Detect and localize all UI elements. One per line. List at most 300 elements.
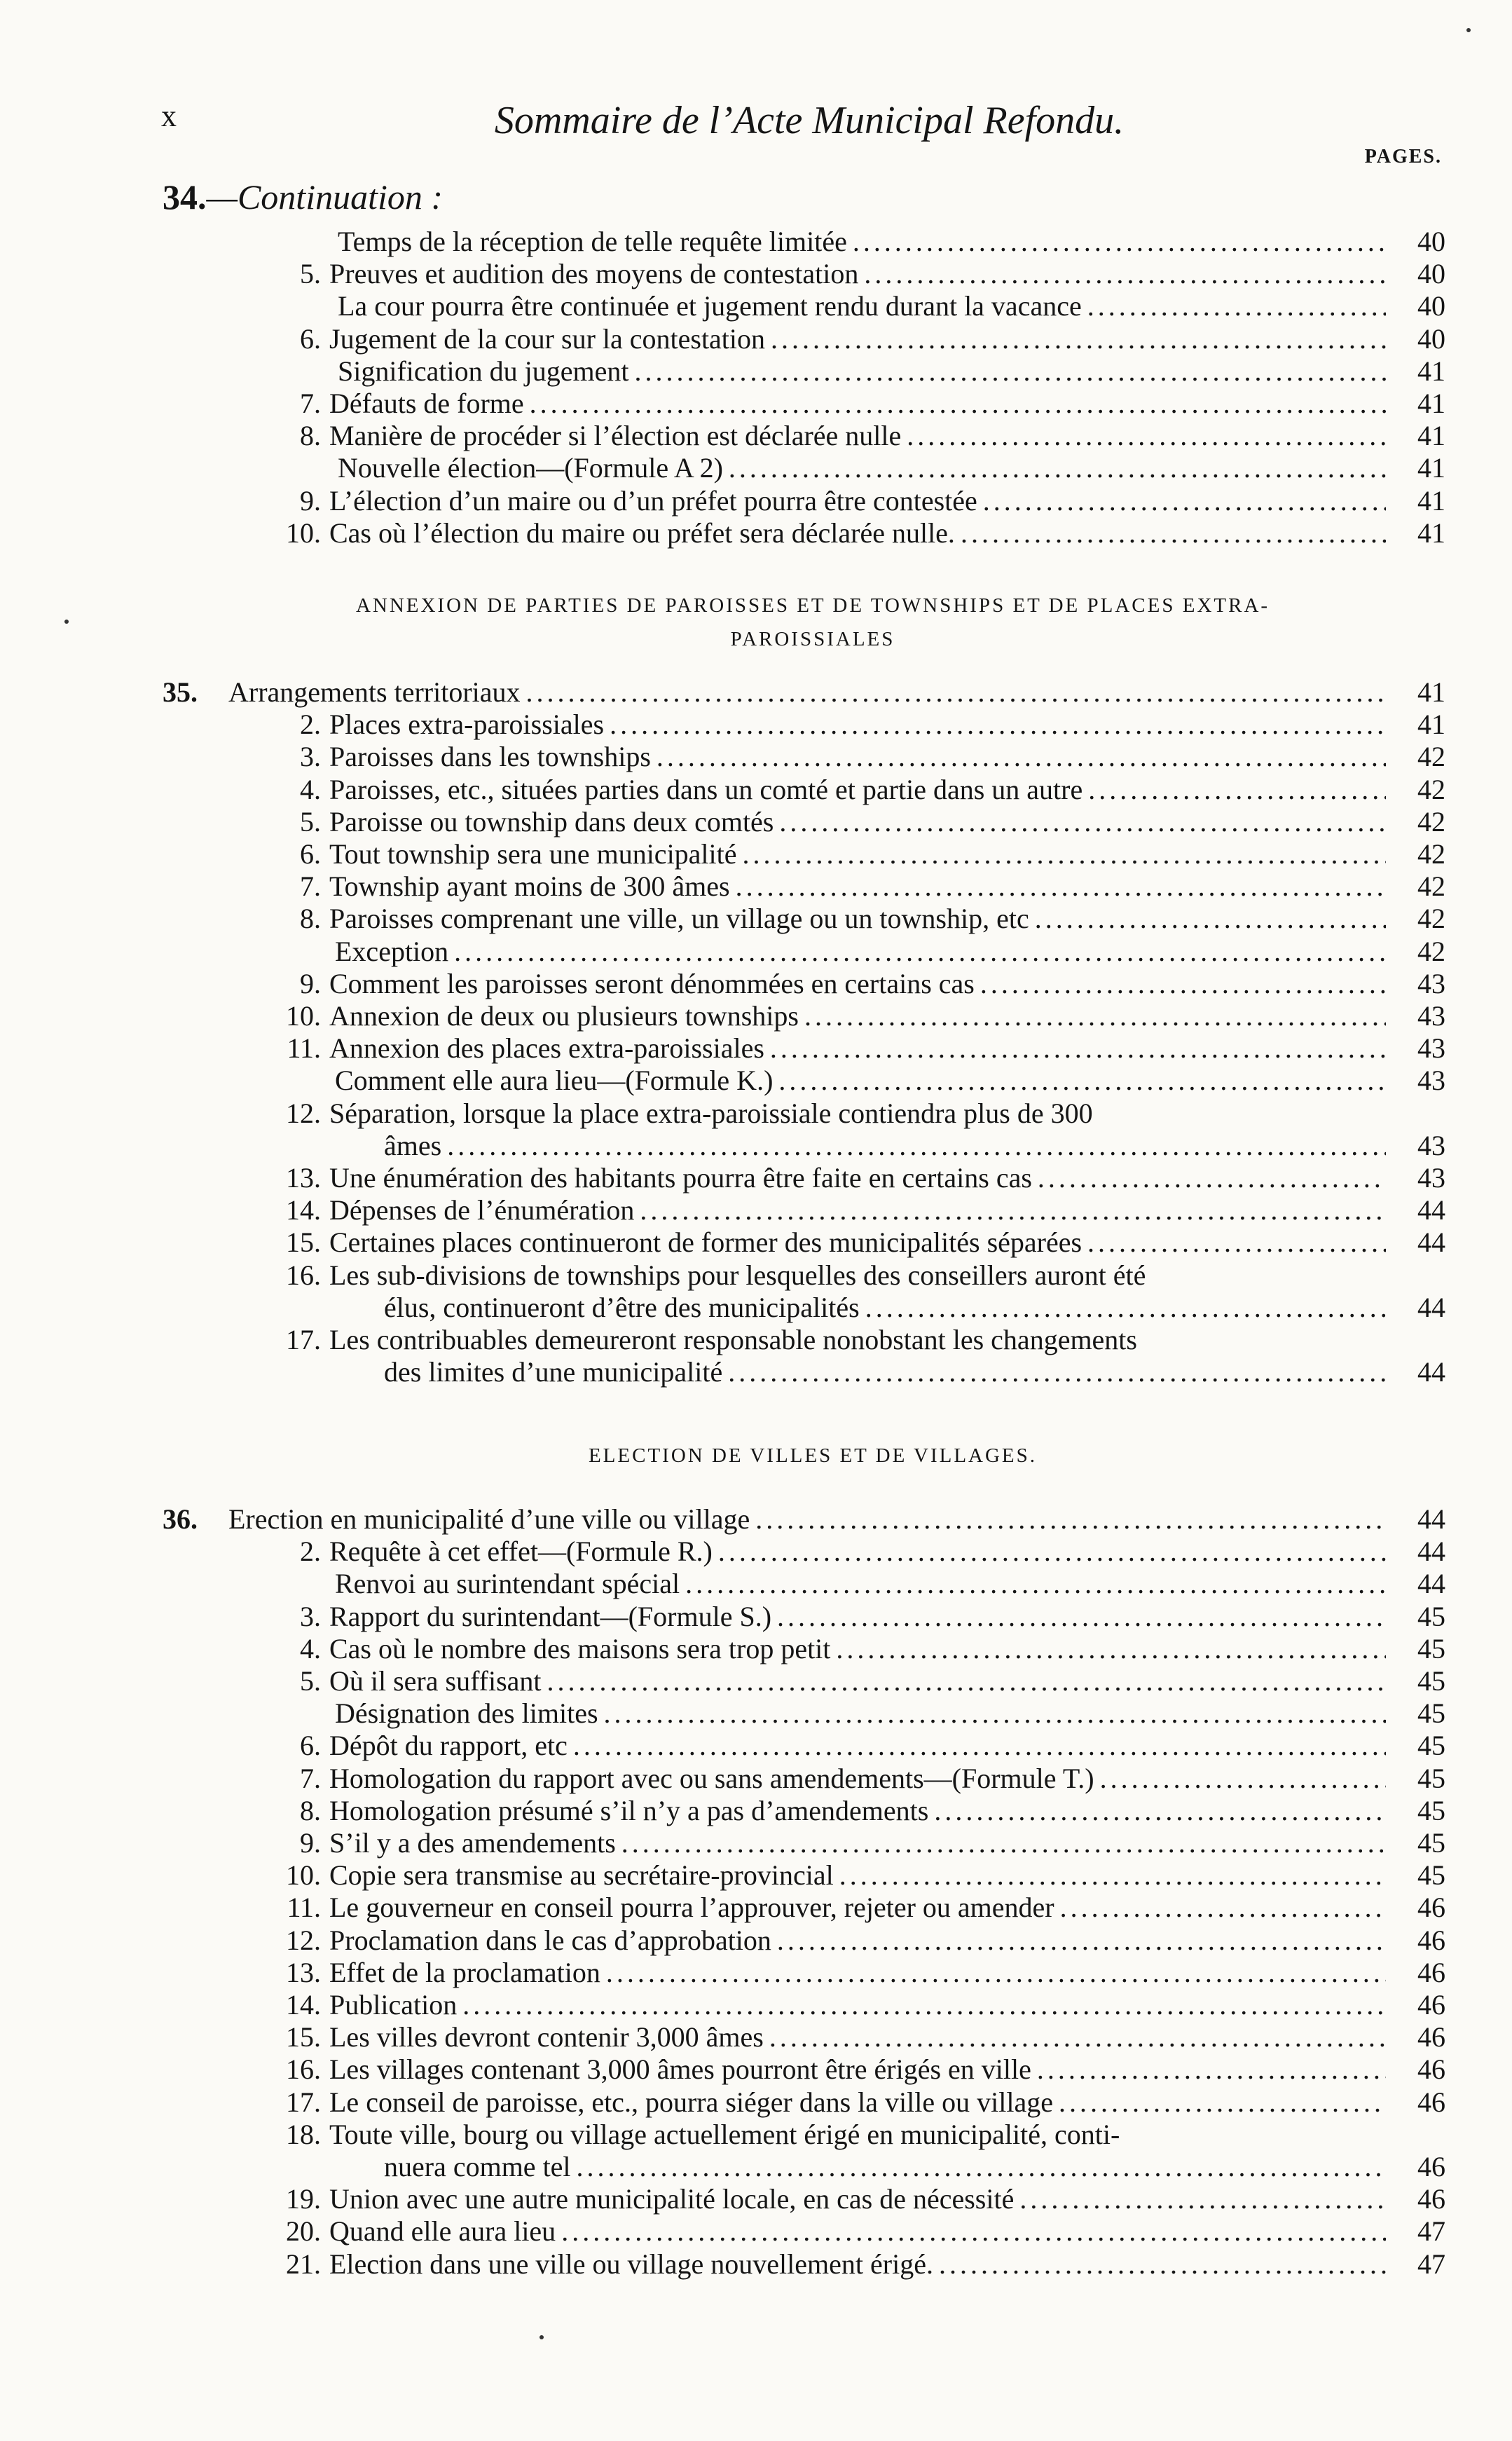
page-ref: 45 xyxy=(1417,1730,1445,1762)
toc-entry xyxy=(0,1827,1512,1859)
page-ref: 47 xyxy=(1417,2215,1445,2248)
page-ref: 41 xyxy=(1417,355,1445,387)
entry-text xyxy=(329,741,1386,773)
toc-entry xyxy=(0,1730,1512,1762)
entry-number: 12. xyxy=(286,1924,321,1956)
toc-entry xyxy=(0,1665,1512,1697)
page-ref: 40 xyxy=(1417,290,1445,322)
entry-number: 19. xyxy=(286,2183,321,2215)
entry-text xyxy=(329,1665,1386,1697)
toc-entry xyxy=(0,2248,1512,2281)
entry-title: Manière de procéder si l’élection est déclarée nulle xyxy=(329,420,902,452)
entry-number: 16. xyxy=(286,1259,321,1291)
heading-annexion-line1: ANNEXION DE PARTIES DE PAROISSES ET DE TOWNSHIPS ET DE PLACES EXTRA- xyxy=(355,594,1270,617)
section-number: 35. xyxy=(163,676,198,708)
page-ref: 42 xyxy=(1417,935,1445,967)
page-ref: 46 xyxy=(1417,2086,1445,2118)
entry-text xyxy=(329,2215,1386,2248)
dot-leader xyxy=(454,936,1386,968)
toc-entry xyxy=(0,2183,1512,2215)
entry-number: 9. xyxy=(300,484,321,517)
page-ref: 43 xyxy=(1417,1065,1445,1097)
entry-number: 6. xyxy=(300,1730,321,1762)
entry-title: Les contribuables demeureront responsable nonobstant les changements xyxy=(329,1324,1137,1355)
dot-leader xyxy=(1035,903,1386,935)
toc-entry xyxy=(0,806,1512,838)
toc-entry xyxy=(0,355,1512,388)
toc-entry xyxy=(0,2119,1512,2151)
dot-leader xyxy=(755,1503,1386,1536)
section-34-title xyxy=(163,177,443,217)
entry-title: Séparation, lorsque la place extra-paroissiale contiendra plus de 300 xyxy=(329,1097,1093,1129)
entry-title: Rapport du surintendant—(Formule S.) xyxy=(329,1600,772,1632)
entry-title: S’il y a des amendements xyxy=(329,1827,616,1859)
dot-leader xyxy=(1037,2053,1386,2086)
entry-text xyxy=(329,1730,1386,1762)
dot-leader xyxy=(604,1697,1386,1730)
entry-title: Le conseil de paroisse, etc., pourra siéger dans la ville ou village xyxy=(329,2086,1053,2118)
entry-title: Copie sera transmise au secrétaire-provincial xyxy=(329,1859,834,1892)
section-34-continuation: —Continuation : xyxy=(206,177,444,217)
ink-speck xyxy=(1466,28,1471,32)
page-ref: 40 xyxy=(1417,258,1445,290)
toc-entry xyxy=(0,452,1512,484)
entry-number: 13. xyxy=(286,1956,321,1988)
entry-title: Dépôt du rapport, etc xyxy=(329,1730,568,1762)
toc-entry xyxy=(0,1065,1512,1097)
toc-entry xyxy=(0,323,1512,355)
entry-text xyxy=(329,1000,1386,1032)
entry-text xyxy=(329,1827,1386,1859)
page-ref: 42 xyxy=(1417,838,1445,870)
toc-entry xyxy=(0,1924,1512,1957)
entry-title: Les sub-divisions de townships pour lesquelles des conseillers auront été xyxy=(329,1259,1146,1291)
toc-entry xyxy=(0,709,1512,741)
entry-number: 5. xyxy=(300,805,321,837)
dot-leader xyxy=(769,2021,1386,2053)
page-ref: 41 xyxy=(1417,452,1445,484)
toc-entry xyxy=(0,388,1512,420)
entry-text xyxy=(329,870,1386,903)
entry-text xyxy=(329,258,1386,290)
entry-number: 8. xyxy=(300,1794,321,1826)
heading-annexion-line2: PAROISSIALES xyxy=(730,628,895,650)
entry-title: Annexion des places extra-paroissiales xyxy=(329,1032,764,1065)
pages-column-label: PAGES. xyxy=(1364,146,1442,167)
entry-title: Signification du jugement xyxy=(338,355,629,387)
entry-title: Quand elle aura lieu xyxy=(329,2215,556,2248)
entry-title: Comment les paroisses seront dénommées en certains cas xyxy=(329,967,975,999)
page-ref: 44 xyxy=(1417,1536,1445,1568)
entry-number: 5. xyxy=(300,1665,321,1697)
entry-text xyxy=(329,968,1386,1000)
entry-number: 15. xyxy=(286,1226,321,1259)
dot-leader xyxy=(573,1730,1386,1762)
entry-title: Union avec une autre municipalité locale, en cas de nécessité xyxy=(329,2183,1015,2215)
entry-number: 15. xyxy=(286,2021,321,2053)
dot-leader xyxy=(640,1194,1386,1226)
entry-number: 12. xyxy=(286,1097,321,1129)
entry-number: 14. xyxy=(286,1989,321,2021)
entry-title: Les villes devront contenir 3,000 âmes xyxy=(329,2021,764,2053)
running-head xyxy=(161,98,1457,147)
toc-entry xyxy=(0,1697,1512,1730)
dot-leader xyxy=(939,2248,1386,2281)
entry-text xyxy=(384,1130,1386,1162)
dot-leader xyxy=(864,258,1386,290)
page-ref: 42 xyxy=(1417,741,1445,773)
page-ref: 41 xyxy=(1417,676,1445,708)
toc-entry xyxy=(0,1633,1512,1665)
entry-title: L’élection d’un maire ou d’un préfet pourra être contestée xyxy=(329,484,977,517)
page-ref: 46 xyxy=(1417,1956,1445,1988)
dot-leader xyxy=(462,1989,1386,2021)
entry-number: 2. xyxy=(300,1536,321,1568)
entry-text xyxy=(338,355,1386,388)
entry-text xyxy=(335,1065,1386,1097)
entry-number: 10. xyxy=(286,1000,321,1032)
entry-text xyxy=(329,806,1386,838)
entry-title: Une énumération des habitants pourra être faite en certains cas xyxy=(329,1162,1032,1194)
entry-number: 14. xyxy=(286,1194,321,1226)
page-ref: 41 xyxy=(1417,517,1445,549)
entry-text xyxy=(329,1763,1386,1795)
entry-number: 3. xyxy=(300,741,321,773)
entry-number: 10. xyxy=(286,1859,321,1892)
toc-entry xyxy=(0,2215,1512,2248)
entry-title: Où il sera suffisant xyxy=(329,1665,542,1697)
dot-leader xyxy=(729,452,1386,484)
page-ref: 43 xyxy=(1417,1162,1445,1194)
entry-title: Homologation présumé s’il n’y a pas d’amendements xyxy=(329,1794,929,1826)
entry-text xyxy=(335,936,1386,968)
toc-entry xyxy=(0,1568,1512,1600)
toc-entry xyxy=(0,968,1512,1000)
dot-leader xyxy=(621,1827,1386,1859)
dot-leader xyxy=(934,1795,1386,1827)
entry-title: Places extra-paroissiales xyxy=(329,709,605,741)
toc-entry xyxy=(0,1957,1512,1989)
page-ref: 41 xyxy=(1417,484,1445,517)
toc-entry xyxy=(0,1032,1512,1065)
dot-leader xyxy=(718,1536,1386,1568)
dot-leader xyxy=(778,1065,1386,1097)
entry-title: Effet de la proclamation xyxy=(329,1956,600,1988)
entry-text xyxy=(329,388,1386,420)
page-ref: 45 xyxy=(1417,1632,1445,1664)
toc-entry xyxy=(0,226,1512,258)
dot-leader xyxy=(610,709,1386,741)
ink-speck xyxy=(539,2335,544,2339)
entry-number: 17. xyxy=(286,1324,321,1355)
entry-number: 2. xyxy=(300,709,321,741)
entry-text xyxy=(384,1292,1386,1324)
toc-entry xyxy=(0,1892,1512,1924)
entry-title: Tout township sera une municipalité xyxy=(329,838,737,870)
toc-entry xyxy=(0,838,1512,870)
entry-text xyxy=(329,2021,1386,2053)
entry-title: Exception xyxy=(335,935,449,967)
dot-leader xyxy=(728,1356,1386,1388)
toc-entry xyxy=(0,774,1512,806)
page-ref: 43 xyxy=(1417,967,1445,999)
page-ref: 44 xyxy=(1417,1356,1445,1388)
entry-title: Dépenses de l’énumération xyxy=(329,1194,635,1226)
page-ref: 46 xyxy=(1417,1989,1445,2021)
entry-text xyxy=(329,1924,1386,1957)
toc-entry xyxy=(0,1503,1512,1536)
entry-text xyxy=(384,2151,1386,2183)
page-ref: 45 xyxy=(1417,1827,1445,1859)
entry-title: Homologation du rapport avec ou sans amendements—(Formule T.) xyxy=(329,1762,1094,1794)
entry-text xyxy=(329,485,1386,517)
toc-entry xyxy=(0,1292,1512,1324)
entry-title: Cas où l’élection du maire ou préfet sera déclarée nulle. xyxy=(329,517,955,549)
entry-title: nuera comme tel xyxy=(384,2151,571,2182)
entry-title: Désignation des limites xyxy=(335,1697,598,1730)
section-number: 36. xyxy=(163,1503,198,1535)
dot-leader xyxy=(561,2215,1386,2248)
toc-entry xyxy=(0,936,1512,968)
dot-leader xyxy=(530,388,1386,420)
entry-title: Publication xyxy=(329,1989,458,2021)
dot-leader xyxy=(1088,774,1386,806)
ink-speck xyxy=(64,620,69,624)
toc-entry xyxy=(0,870,1512,903)
entry-title: Paroisses, etc., situées parties dans un comté et partie dans un autre xyxy=(329,773,1083,805)
entry-title: Township ayant moins de 300 âmes xyxy=(329,870,730,903)
entry-text xyxy=(329,1601,1386,1633)
toc-entry xyxy=(0,1324,1512,1356)
dot-leader xyxy=(1059,2086,1386,2119)
toc-entry xyxy=(0,903,1512,935)
entry-title: Paroisses dans les townships xyxy=(329,741,651,773)
entry-number: 6. xyxy=(300,322,321,355)
dot-leader xyxy=(779,806,1386,838)
entry-number: 7. xyxy=(300,1762,321,1794)
entry-title: Renvoi au surintendant spécial xyxy=(335,1568,680,1600)
dot-leader xyxy=(907,420,1386,452)
entry-text xyxy=(329,323,1386,355)
toc-entry xyxy=(0,1601,1512,1633)
entry-text xyxy=(329,2183,1386,2215)
entry-number: 13. xyxy=(286,1162,321,1194)
dot-leader xyxy=(983,485,1386,517)
page-ref: 45 xyxy=(1417,1762,1445,1794)
entry-text xyxy=(329,709,1386,741)
heading-election: ELECTION DE VILLES ET DE VILLAGES. xyxy=(588,1444,1038,1467)
entry-number: 20. xyxy=(286,2215,321,2248)
entry-number: 6. xyxy=(300,838,321,870)
toc-entry xyxy=(0,1226,1512,1259)
dot-leader xyxy=(685,1568,1386,1600)
page-ref: 44 xyxy=(1417,1503,1445,1535)
entry-text xyxy=(329,1989,1386,2021)
toc-entry xyxy=(0,2151,1512,2183)
entry-number: 9. xyxy=(300,967,321,999)
dot-leader xyxy=(606,1957,1386,1989)
entry-text xyxy=(329,1957,1386,1989)
entry-text xyxy=(338,290,1386,322)
entry-number: 7. xyxy=(300,870,321,903)
entry-title: élus, continueront d’être des municipalités xyxy=(384,1291,860,1323)
page-ref: 47 xyxy=(1417,2248,1445,2280)
entry-number: 8. xyxy=(300,420,321,452)
dot-leader xyxy=(771,323,1386,355)
dot-leader xyxy=(865,1292,1386,1324)
toc-entry xyxy=(0,1989,1512,2021)
dot-leader xyxy=(1087,1226,1386,1259)
page-ref: 40 xyxy=(1417,322,1445,355)
dot-leader xyxy=(635,355,1387,388)
entry-text xyxy=(335,1568,1386,1600)
page-ref: 44 xyxy=(1417,1194,1445,1226)
page-ref: 45 xyxy=(1417,1665,1445,1697)
page-ref: 41 xyxy=(1417,388,1445,419)
entry-number: 5. xyxy=(300,258,321,290)
entry-text xyxy=(329,2119,1379,2151)
toc-entry xyxy=(0,1000,1512,1032)
page-ref: 43 xyxy=(1417,1129,1445,1161)
entry-text xyxy=(329,517,1386,549)
page-ref: 46 xyxy=(1417,2053,1445,2086)
toc-entry xyxy=(0,1162,1512,1194)
entry-number: 21. xyxy=(286,2248,321,2280)
entry-text xyxy=(329,2053,1386,2086)
entry-number: 4. xyxy=(300,1632,321,1664)
entry-number: 18. xyxy=(286,2118,321,2150)
page-ref: 46 xyxy=(1417,2151,1445,2182)
toc-entry xyxy=(0,258,1512,290)
entry-number: 11. xyxy=(287,1032,321,1065)
entry-text xyxy=(329,1032,1386,1065)
page-ref: 43 xyxy=(1417,1032,1445,1065)
entry-text xyxy=(329,1226,1386,1259)
page-ref: 42 xyxy=(1417,805,1445,837)
toc-entry xyxy=(0,1130,1512,1162)
dot-leader xyxy=(577,2151,1386,2183)
dot-leader xyxy=(743,838,1386,870)
toc-entry xyxy=(0,1763,1512,1795)
running-title: Sommaire de l’Acte Municipal Refondu. xyxy=(494,99,1125,142)
dot-leader xyxy=(961,517,1386,549)
page-ref: 41 xyxy=(1417,420,1445,452)
dot-leader xyxy=(1060,1892,1386,1924)
toc-entry xyxy=(0,2086,1512,2119)
page-ref: 45 xyxy=(1417,1697,1445,1730)
dot-leader xyxy=(777,1601,1386,1633)
entry-title: Paroisses comprenant une ville, un village ou un township, etc xyxy=(329,903,1029,935)
entry-text xyxy=(329,1259,1379,1292)
entry-number: 11. xyxy=(287,1892,321,1924)
entry-text xyxy=(329,774,1386,806)
page-number: x xyxy=(161,99,177,133)
page-ref: 46 xyxy=(1417,2021,1445,2053)
toc-entry xyxy=(0,2053,1512,2086)
entry-text xyxy=(329,838,1386,870)
toc-entry xyxy=(0,1795,1512,1827)
toc-entry xyxy=(0,2021,1512,2053)
entry-text xyxy=(338,452,1386,484)
entry-number: 7. xyxy=(300,388,321,419)
dot-leader xyxy=(447,1130,1386,1162)
page-ref: 46 xyxy=(1417,1924,1445,1956)
entry-text xyxy=(384,1356,1386,1388)
entry-text xyxy=(335,1697,1386,1730)
entry-number: 16. xyxy=(286,2053,321,2086)
entry-title: Erection en municipalité d’une ville ou village xyxy=(228,1503,750,1535)
entry-title: Requête à cet effet—(Formule R.) xyxy=(329,1536,713,1568)
toc-entry xyxy=(0,1259,1512,1292)
entry-text xyxy=(329,903,1386,935)
toc-entry xyxy=(0,517,1512,549)
toc-entry xyxy=(0,290,1512,322)
entry-number: 8. xyxy=(300,903,321,935)
entry-title: Défauts de forme xyxy=(329,388,524,419)
entry-text xyxy=(338,226,1386,258)
page-ref: 42 xyxy=(1417,870,1445,903)
entry-text xyxy=(228,1503,1386,1536)
entry-title: Paroisse ou township dans deux comtés xyxy=(329,805,774,837)
dot-leader xyxy=(853,226,1386,258)
toc-entry xyxy=(0,1098,1512,1130)
entry-text xyxy=(329,1859,1386,1892)
toc-entry xyxy=(0,1356,1512,1388)
entry-title: âmes xyxy=(384,1129,442,1161)
page-ref: 45 xyxy=(1417,1600,1445,1632)
entry-text xyxy=(329,1324,1379,1356)
dot-leader xyxy=(1100,1763,1386,1795)
entry-number: 3. xyxy=(300,1600,321,1632)
entry-text xyxy=(329,1795,1386,1827)
entry-title: Election dans une ville ou village nouvellement érigé. xyxy=(329,2248,933,2280)
entry-text xyxy=(329,1162,1386,1194)
toc-entry xyxy=(0,420,1512,452)
page-ref: 42 xyxy=(1417,773,1445,805)
dot-leader xyxy=(736,870,1386,903)
entry-text xyxy=(228,676,1386,709)
toc-entry xyxy=(0,1536,1512,1568)
page-ref: 42 xyxy=(1417,903,1445,935)
page-ref: 40 xyxy=(1417,226,1445,257)
entry-text xyxy=(329,1098,1379,1130)
entry-number: 4. xyxy=(300,773,321,805)
entry-title: Arrangements territoriaux xyxy=(228,676,521,708)
entry-text xyxy=(329,420,1386,452)
dot-leader xyxy=(1038,1162,1386,1194)
page-ref: 41 xyxy=(1417,709,1445,741)
entry-title: Toute ville, bourg ou village actuellement érigé en municipalité, conti- xyxy=(329,2118,1120,2150)
page-ref: 44 xyxy=(1417,1568,1445,1600)
entry-title: Cas où le nombre des maisons sera trop petit xyxy=(329,1632,831,1664)
entry-title: Proclamation dans le cas d’approbation xyxy=(329,1924,771,1956)
toc-entry xyxy=(0,1859,1512,1892)
toc-entry xyxy=(0,741,1512,773)
entry-text xyxy=(329,1892,1386,1924)
page-ref: 46 xyxy=(1417,2183,1445,2215)
entry-text xyxy=(329,1633,1386,1665)
entry-title: Annexion de deux ou plusieurs townships xyxy=(329,1000,799,1032)
dot-leader xyxy=(839,1859,1386,1892)
dot-leader xyxy=(547,1665,1386,1697)
page-ref: 46 xyxy=(1417,1892,1445,1924)
dot-leader xyxy=(770,1032,1386,1065)
dot-leader xyxy=(980,968,1386,1000)
entry-text xyxy=(329,1194,1386,1226)
page-ref: 45 xyxy=(1417,1794,1445,1826)
page-ref: 43 xyxy=(1417,1000,1445,1032)
entry-title: Jugement de la cour sur la contestation xyxy=(329,322,766,355)
